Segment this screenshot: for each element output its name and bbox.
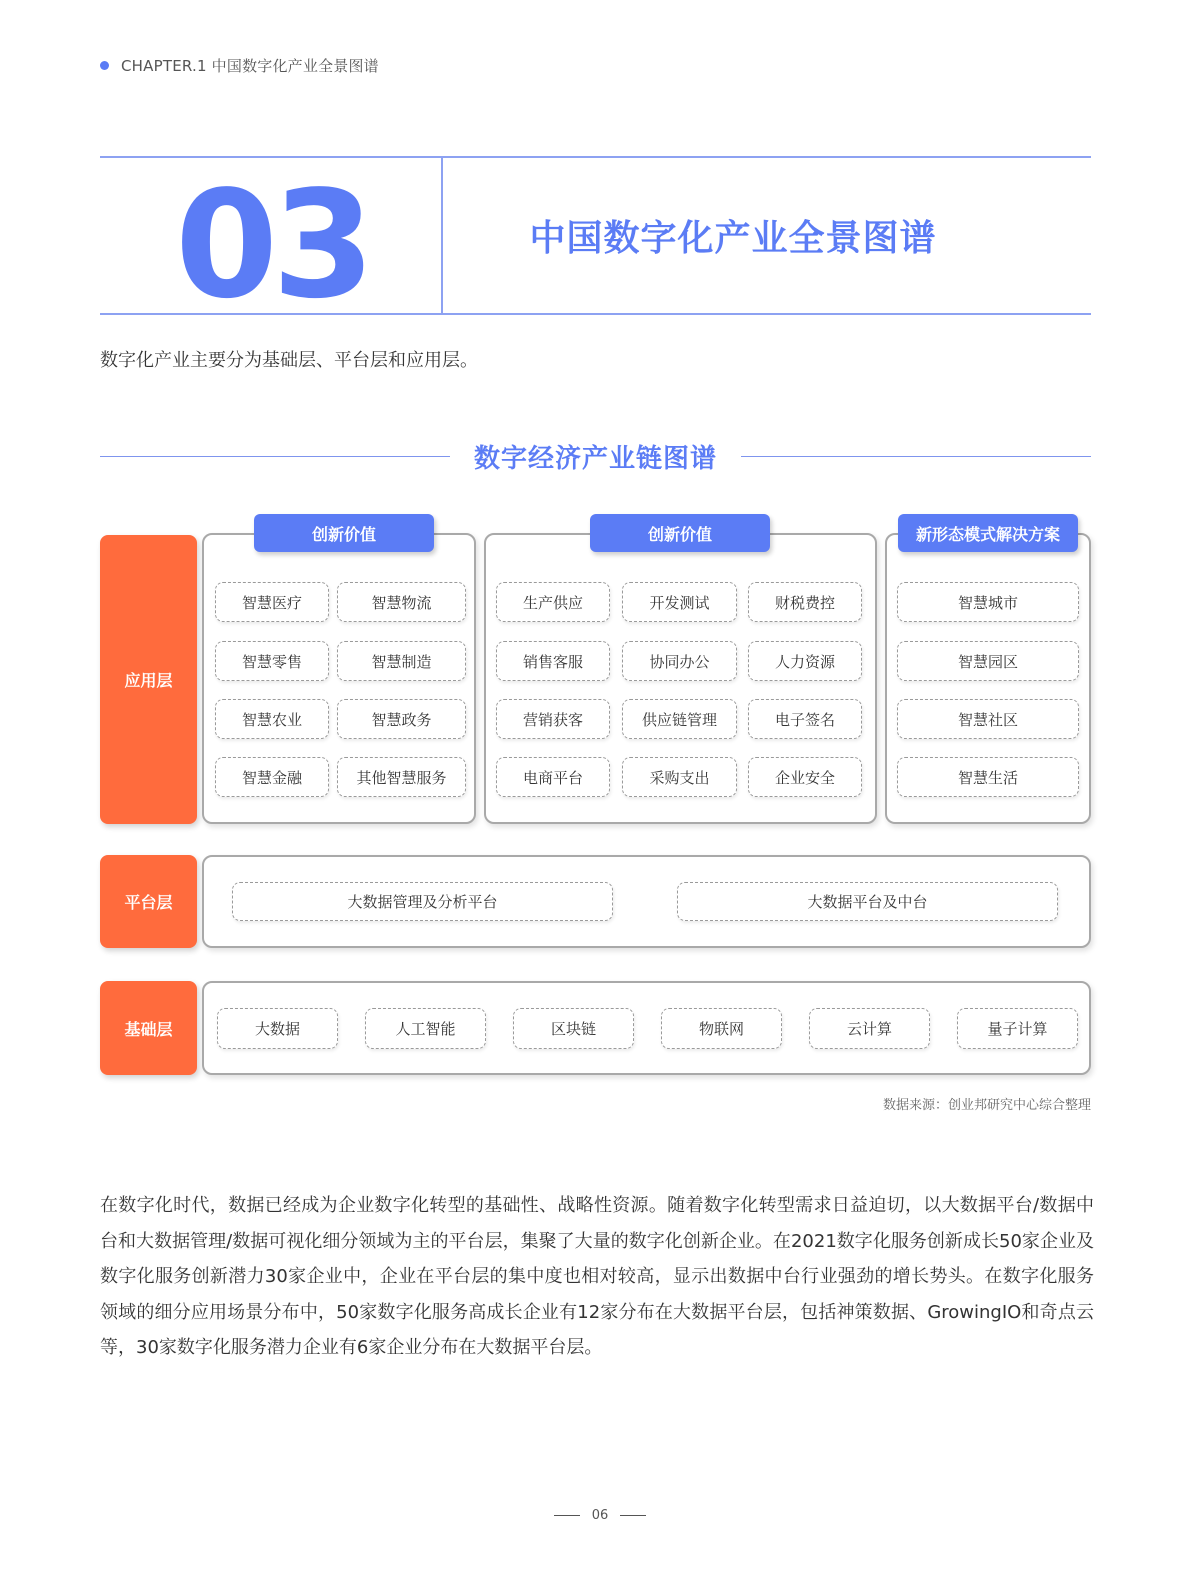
app-item: 智慧物流 (337, 582, 466, 622)
app-item: 电商平台 (496, 757, 610, 797)
foundation-item: 物联网 (661, 1008, 782, 1049)
page-footer (0, 1508, 1200, 1523)
intro-text: 数字化产业主要分为基础层、平台层和应用层。 (100, 350, 478, 371)
app-item: 智慧社区 (897, 699, 1079, 739)
app-item: 智慧政务 (337, 699, 466, 739)
title-rule-left (100, 456, 450, 457)
data-source: 数据来源：创业邦研究中心综合整理 (882, 1098, 1091, 1113)
app-item: 电子签名 (748, 699, 862, 739)
app-item: 智慧金融 (215, 757, 329, 797)
app-panel-1-tab: 创新价值 (254, 514, 434, 552)
platform-item: 大数据管理及分析平台 (232, 882, 613, 921)
app-item: 企业安全 (748, 757, 862, 797)
bullet-dot-icon (100, 61, 109, 70)
app-item: 智慧城市 (897, 582, 1079, 622)
footer-rule-left (554, 1515, 580, 1516)
app-item: 智慧制造 (337, 641, 466, 681)
app-item: 供应链管理 (622, 699, 737, 739)
app-item: 智慧农业 (215, 699, 329, 739)
app-item: 开发测试 (622, 582, 737, 622)
app-item: 人力资源 (748, 641, 862, 681)
platform-item: 大数据平台及中台 (677, 882, 1058, 921)
section-bottom-rule (100, 313, 1091, 315)
foundation-item: 大数据 (217, 1008, 338, 1049)
app-panel-2-tab: 创新价值 (590, 514, 770, 552)
app-panel-3-tab: 新形态模式解决方案 (898, 514, 1078, 552)
app-item: 智慧园区 (897, 641, 1079, 681)
footer-rule-right (620, 1515, 646, 1516)
app-item: 采购支出 (622, 757, 737, 797)
svg-text:03: 03 (175, 159, 369, 313)
app-item: 生产供应 (496, 582, 610, 622)
app-item: 协同办公 (622, 641, 737, 681)
section-title: 中国数字化产业全景图谱 (529, 218, 937, 259)
title-rule-right (741, 456, 1091, 457)
app-item: 财税费控 (748, 582, 862, 622)
foundation-item: 区块链 (513, 1008, 634, 1049)
layer-label-platform: 平台层 (100, 855, 197, 948)
diagram-title: 数字经济产业链图谱 (474, 443, 718, 474)
app-item: 营销获客 (496, 699, 610, 739)
body-paragraph: 在数字化时代，数据已经成为企业数字化转型的基础性、战略性资源。随着数字化转型需求日益迫切，以大数据平台/数据中台和大数据管理/数据可视化细分领域为主的平台层，集聚了大量的数字化创新企业。在2021数字化服务创新成长50家企业及数字化服务创新潜力30家企业中，企业在平台层的集中度也相对较高，显示出数据中台行业强劲的增长势头。在数字化服务领域的细分应用场景分布中，50家数字化服务高成长企业有12家分布在大数据平台层，包括神策数据、GrowingIO和奇点云等，30家数字化服务潜力企业有6家企业分布在大数据平台层。 (100, 1195, 1094, 1358)
foundation-item: 云计算 (809, 1008, 930, 1049)
app-item: 智慧医疗 (215, 582, 329, 622)
diagram-title-bar (100, 436, 1091, 476)
chapter-label: CHAPTER.1 中国数字化产业全景图谱 (121, 57, 379, 75)
layer-label-foundation: 基础层 (100, 981, 197, 1075)
section-number (160, 158, 385, 313)
chapter-header (100, 55, 379, 76)
app-item: 智慧生活 (897, 757, 1079, 797)
foundation-item: 量子计算 (957, 1008, 1078, 1049)
app-item: 销售客服 (496, 641, 610, 681)
layer-label-application: 应用层 (100, 535, 197, 824)
app-item: 其他智慧服务 (337, 757, 466, 797)
app-item: 智慧零售 (215, 641, 329, 681)
foundation-item: 人工智能 (365, 1008, 486, 1049)
page-number: 06 (591, 1508, 609, 1523)
